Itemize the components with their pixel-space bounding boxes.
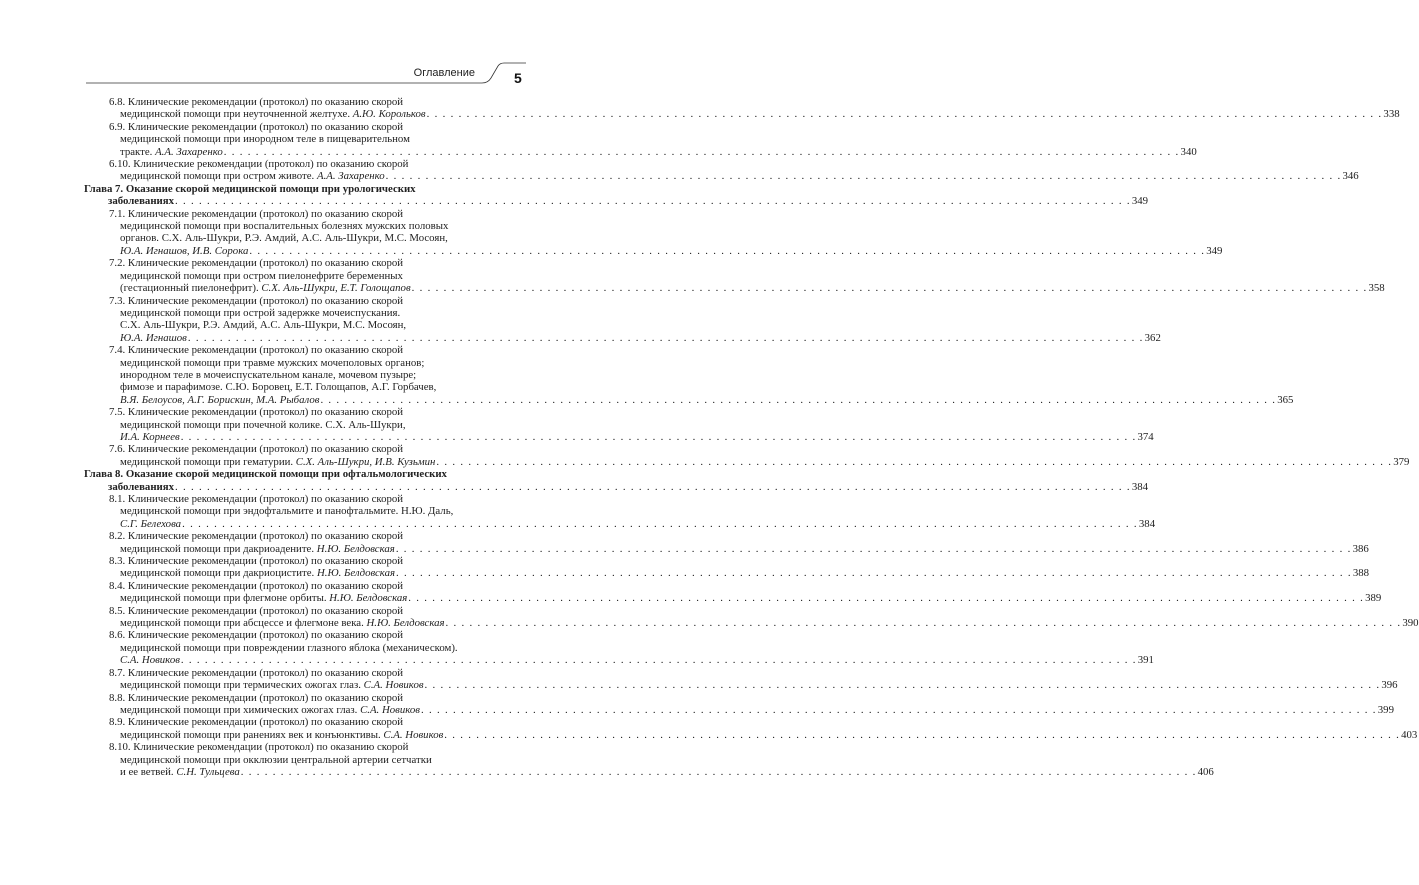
entry-last-line (109, 728, 1418, 741)
entry-text (120, 282, 411, 294)
entry-text (120, 617, 445, 629)
entry-author: Н.Ю. Белдовская (316, 542, 395, 555)
entry-last-line (109, 108, 1400, 121)
entry-last-line (109, 654, 1154, 667)
entry-text-line: 7.5. Клинические рекомендации (протокол) по оказанию скорой (109, 406, 404, 419)
entry-text-line: 8.9. Клинические рекомендации (протокол) по оказанию скорой (109, 716, 404, 729)
entry-page-number: 390 (1402, 617, 1419, 630)
entry-last-line (109, 455, 1410, 468)
entry-text-line: медицинской помощи при травме мужских мочеполовых органов; (120, 356, 425, 369)
entry-text (120, 766, 240, 778)
entry-page-number: 389 (1365, 592, 1382, 605)
dot-leader: . . . . . . . . . . . . . . . . . . . . . . . . . . . . . . . . . . . . . . . . . . . . . . . . . . . . . . . . . . . . . . . . . . . . . . . . . . . . . . . . . . . . . . . . . . . . . . . . . . . . . . . . . . . . . . . . . . . . . . . . (424, 679, 1381, 692)
entry-last-line (109, 679, 1398, 692)
entry-text (120, 108, 426, 120)
entry-text-tail: медицинской помощи при термических ожогах глаз. (120, 679, 361, 692)
entry-text-line: медицинской помощи при остром пиелонефрите беременных (120, 269, 403, 282)
dot-leader: . . . . . . . . . . . . . . . . . . . . . . . . . . . . . . . . . . . . . . . . . . . . . . . . . . . . . . . . . . . . . . . . . . . . . . . . . . . . . . . . . . . . . . . . . . . . . . . . . . . . . . . . . . . . . . . . . . . . . . . . (420, 703, 1377, 716)
toc-entry (84, 530, 1369, 555)
toc-entry (84, 741, 1214, 778)
entry-author: Ю.А. Игнашов, И.В. Сорока (120, 244, 249, 257)
entry-text-tail: медицинской помощи при абсцессе и флегмоне века. (120, 617, 364, 630)
entry-text-line: инородном теле в мочеиспускательном канале, мочевом пузыре; (120, 368, 417, 381)
dot-leader: . . . . . . . . . . . . . . . . . . . . . . . . . . . . . . . . . . . . . . . . . . . . . . . . . . . . . . . . . . . . . . . . . . . . . . . . . . . . . . . . . . . . . . . . . . . . . . . . . . . . . . . . . . . . . . . . . . . . . . . . (175, 195, 1131, 208)
entry-text-line: 8.5. Клинические рекомендации (протокол) по оказанию скорой (109, 604, 404, 617)
entry-author: С.Х. Аль-Шукри, И.В. Кузьмин (295, 455, 436, 468)
toc-entry (84, 158, 1359, 183)
entry-text (120, 245, 248, 257)
entry-last-line (84, 195, 1149, 208)
entry-text (120, 518, 181, 530)
dot-leader: . . . . . . . . . . . . . . . . . . . . . . . . . . . . . . . . . . . . . . . . . . . . . . . . . . . . . . . . . . . . . . . . . . . . . . . . . . . . . . . . . . . . . . . . . . . . . . . . . . . . . . . . . . . . . . . . . . . . . . . . (320, 393, 1277, 406)
dot-leader: . . . . . . . . . . . . . . . . . . . . . . . . . . . . . . . . . . . . . . . . . . . . . . . . . . . . . . . . . . . . . . . . . . . . . . . . . . . . . . . . . . . . . . . . . . . . . . . . . . . . . . . . . . . . . . . . . . . . . . . . (180, 430, 1137, 443)
entry-text-line: 8.2. Клинические рекомендации (протокол) по оказанию скорой (109, 530, 404, 543)
entry-text (108, 195, 174, 207)
entry-text-line: органов. С.Х. Аль-Шукри, Р.Э. Амдий, А.С. Аль-Шукри, М.С. Мосоян, (120, 232, 448, 245)
entry-text-line: 8.10. Клинические рекомендации (протокол) по оказанию скорой (109, 741, 409, 754)
entry-text-tail: медицинской помощи при остром животе. (120, 170, 315, 183)
entry-author: Н.Ю. Белдовская (366, 617, 445, 630)
entry-text-line: 6.9. Клинические рекомендации (протокол) по оказанию скорой (109, 120, 404, 133)
entry-text-tail: медицинской помощи при флегмоне орбиты. (120, 592, 327, 605)
entry-last-line (109, 765, 1214, 778)
toc-entry (84, 120, 1197, 158)
entry-author: С.Н. Тульцева (176, 765, 240, 778)
entry-last-line (109, 170, 1359, 183)
entry-last-line (109, 567, 1370, 580)
dot-leader: . . . . . . . . . . . . . . . . . . . . . . . . . . . . . . . . . . . . . . . . . . . . . . . . . . . . . . . . . . . . . . . . . . . . . . . . . . . . . . . . . . . . . . . . . . . . . . . . . . . . . . . . . . . . . . . . . . . . . . . . (385, 170, 1342, 183)
entry-last-line (109, 145, 1197, 158)
entry-text-tail: заболеваниях (108, 480, 175, 493)
entry-text-line: медицинской помощи при эндофтальмите и панофтальмите. Н.Ю. Даль, (120, 505, 454, 518)
toc-chapter (84, 468, 1149, 493)
entry-page-number: 358 (1368, 282, 1385, 295)
dot-leader: . . . . . . . . . . . . . . . . . . . . . . . . . . . . . . . . . . . . . . . . . . . . . . . . . . . . . . . . . . . . . . . . . . . . . . . . . . . . . . . . . . . . . . . . . . . . . . . . . . . . . . . . . . . . . . . . . . . . . . . . (180, 654, 1137, 667)
entry-text-line: Глава 7. Оказание скорой медицинской помощи при урологических (84, 182, 416, 195)
entry-text (120, 729, 443, 741)
entry-text-tail: медицинской помощи при гематурии. (120, 455, 294, 468)
toc-entry (84, 691, 1394, 717)
entry-page-number: 379 (1393, 455, 1410, 468)
entry-page-number: 396 (1381, 679, 1398, 692)
entry-page-number: 374 (1137, 430, 1154, 443)
entry-text-line: 6.8. Клинические рекомендации (протокол) по оказанию скорой (109, 96, 404, 108)
entry-text (120, 704, 420, 716)
entry-author: С.А. Новиков (383, 728, 444, 741)
entry-text-line: С.Х. Аль-Шукри, Р.Э. Амдий, А.С. Аль-Шукри, М.С. Мосоян, (120, 319, 407, 332)
entry-author: А.А. Захаренко (155, 145, 223, 158)
entry-page-number: 399 (1377, 703, 1394, 716)
entry-author: С.А. Новиков (360, 703, 420, 716)
entry-text-tail: медицинской помощи при ранениях век и конъюнктивы. (120, 728, 381, 741)
dot-leader: . . . . . . . . . . . . . . . . . . . . . . . . . . . . . . . . . . . . . . . . . . . . . . . . . . . . . . . . . . . . . . . . . . . . . . . . . . . . . . . . . . . . . . . . . . . . . . . . . . . . . . . . . . . . . . . . . . . . . . . . (396, 567, 1352, 580)
entry-author: С.А. Новиков (363, 679, 424, 692)
entry-text (120, 567, 395, 579)
entry-author: В.Я. Белоусов, А.Г. Борискин, М.А. Рыбалов (120, 393, 320, 406)
entry-page-number: 388 (1352, 567, 1370, 580)
entry-text-line: 8.4. Клинические рекомендации (протокол) по оказанию скорой (109, 579, 404, 592)
toc-entry (84, 716, 1418, 741)
entry-author: И.А. Корнеев (120, 430, 180, 443)
entry-text (120, 654, 180, 666)
entry-last-line (109, 617, 1419, 630)
entry-text (108, 481, 174, 493)
entry-page-number: 403 (1401, 728, 1418, 741)
entry-text-line: медицинской помощи при инородном теле в пищеварительном (120, 133, 410, 146)
entry-text-line: Глава 8. Оказание скорой медицинской помощи при офтальмологических (84, 468, 447, 481)
toc-entry (84, 96, 1400, 121)
entry-author: Ю.А. Игнашов (120, 331, 187, 344)
entry-text-line: 8.1. Клинические рекомендации (протокол) по оказанию скорой (109, 493, 404, 505)
entry-last-line (109, 592, 1382, 605)
toc-entry (84, 579, 1382, 605)
entry-text (120, 543, 395, 555)
entry-last-line (109, 331, 1161, 344)
dot-leader: . . . . . . . . . . . . . . . . . . . . . . . . . . . . . . . . . . . . . . . . . . . . . . . . . . . . . . . . . . . . . . . . . . . . . . . . . . . . . . . . . . . . . . . . . . . . . . . . . . . . . . . . . . . . . . . . . . . . . . . . (436, 455, 1393, 468)
dot-leader: . . . . . . . . . . . . . . . . . . . . . . . . . . . . . . . . . . . . . . . . . . . . . . . . . . . . . . . . . . . . . . . . . . . . . . . . . . . . . . . . . . . . . . . . . . . . . . . . . . . . . . . . . . . . . . . . . . . . . . . . (182, 517, 1138, 530)
entry-text-tail: медицинской помощи при химических ожогах глаз. (120, 703, 358, 716)
entry-text-tail: медицинской помощи при дакриоцистите. (120, 567, 315, 580)
entry-last-line (109, 393, 1294, 406)
entry-text-line: 6.10. Клинические рекомендации (протокол) по оказанию скорой (109, 158, 409, 171)
dot-leader: . . . . . . . . . . . . . . . . . . . . . . . . . . . . . . . . . . . . . . . . . . . . . . . . . . . . . . . . . . . . . . . . . . . . . . . . . . . . . . . . . . . . . . . . . . . . . . . . . . . . . . . . . . . . . . . . . . . . . . . . (249, 244, 1206, 257)
entry-page-number: 338 (1383, 108, 1400, 121)
entry-text-line: 8.3. Клинические рекомендации (протокол) по оказанию скорой (109, 555, 404, 568)
entry-text (120, 431, 180, 443)
entry-last-line (109, 703, 1394, 716)
entry-text-tail: тракте. (120, 145, 153, 158)
entry-text (120, 146, 223, 158)
entry-author: Н.Ю. Белдовская (329, 592, 408, 605)
entry-text-line: 7.4. Клинические рекомендации (протокол) по оказанию скорой (109, 344, 404, 357)
entry-text-line: 7.1. Клинические рекомендации (протокол) по оказанию скорой (109, 207, 404, 220)
entry-page-number: 349 (1131, 195, 1149, 208)
dot-leader: . . . . . . . . . . . . . . . . . . . . . . . . . . . . . . . . . . . . . . . . . . . . . . . . . . . . . . . . . . . . . . . . . . . . . . . . . . . . . . . . . . . . . . . . . . . . . . . . . . . . . . . . . . . . . . . . . . . . . . . . (395, 542, 1352, 555)
toc-chapter (84, 182, 1149, 208)
entry-text-line: 7.2. Клинические рекомендации (протокол) по оказанию скорой (109, 257, 404, 270)
toc-entry (84, 629, 1154, 667)
dot-leader: . . . . . . . . . . . . . . . . . . . . . . . . . . . . . . . . . . . . . . . . . . . . . . . . . . . . . . . . . . . . . . . . . . . . . . . . . . . . . . . . . . . . . . . . . . . . . . . . . . . . . . . . . . . . . . . . . . . . . . . . (408, 592, 1365, 605)
toc-entry (84, 493, 1156, 530)
entry-author: Н.Ю. Белдовская (316, 567, 396, 580)
entry-text (120, 332, 187, 344)
entry-last-line (109, 517, 1156, 530)
entry-text-line: медицинской помощи при воспалительных болезнях мужских половых (120, 220, 449, 233)
toc-entry (84, 443, 1410, 468)
entry-author: А.Ю. Корольков (352, 108, 426, 121)
entry-page-number: 362 (1144, 331, 1161, 344)
entry-page-number: 384 (1131, 480, 1149, 493)
entry-text-tail: заболеваниях (108, 195, 175, 208)
entry-last-line (109, 244, 1223, 257)
entry-page-number: 386 (1352, 542, 1369, 555)
toc-entry (84, 406, 1154, 443)
entry-page-number: 391 (1137, 654, 1154, 667)
entry-text-line: 8.8. Клинические рекомендации (протокол) по оказанию скорой (109, 691, 404, 704)
entry-text-tail: (гестационный пиелонефрит). (120, 282, 259, 295)
toc-entry (84, 666, 1398, 692)
toc-entry (84, 555, 1370, 580)
entry-text-tail: медицинской помощи при неуточненной желтухе. (120, 108, 351, 121)
entry-text-tail: и ее ветвей. (120, 765, 174, 778)
entry-text-line: 7.3. Клинические рекомендации (протокол) по оказанию скорой (109, 294, 404, 307)
entry-text (120, 456, 435, 468)
entry-page-number: 346 (1342, 170, 1359, 183)
dot-leader: . . . . . . . . . . . . . . . . . . . . . . . . . . . . . . . . . . . . . . . . . . . . . . . . . . . . . . . . . . . . . . . . . . . . . . . . . . . . . . . . . . . . . . . . . . . . . . . . . . . . . . . . . . . . . . . . . . . . . . . . (445, 617, 1402, 630)
table-of-contents (84, 96, 1419, 778)
entry-text-line: медицинской помощи при окклюзии центральной артерии сетчатки (120, 753, 432, 766)
toc-entry (84, 294, 1161, 345)
entry-page-number: 340 (1180, 145, 1197, 158)
toc-entry (84, 207, 1223, 258)
entry-author: А.А. Захаренко (316, 170, 385, 183)
entry-text-line: 8.6. Клинические рекомендации (протокол) по оказанию скорой (109, 629, 404, 642)
entry-text-line: медицинской помощи при острой задержке мочеиспускания. (120, 306, 401, 319)
entry-text (120, 170, 385, 182)
entry-author: С.Г. Белехова (120, 517, 182, 530)
dot-leader: . . . . . . . . . . . . . . . . . . . . . . . . . . . . . . . . . . . . . . . . . . . . . . . . . . . . . . . . . . . . . . . . . . . . . . . . . . . . . . . . . . . . . . . . . . . . . . . . . . . . . . . . . . . . . . . . . . . . . . . . (175, 480, 1131, 493)
toc-entry (84, 344, 1294, 406)
entry-author: С.Х. Аль-Шукри, Е.Т. Голощапов (261, 282, 411, 295)
dot-leader: . . . . . . . . . . . . . . . . . . . . . . . . . . . . . . . . . . . . . . . . . . . . . . . . . . . . . . . . . . . . . . . . . . . . . . . . . . . . . . . . . . . . . . . . . . . . . . . . . . . . . . . . . . . . . . . . . . . . . . . . (187, 331, 1144, 344)
entry-last-line (109, 430, 1154, 443)
entry-text-line: фимозе и парафимозе. С.Ю. Боровец, Е.Т. Голощапов, А.Г. Горбачев, (120, 381, 437, 394)
entry-text (120, 592, 407, 604)
entry-last-line (109, 282, 1385, 295)
running-head: Оглавление (413, 67, 475, 79)
dot-leader: . . . . . . . . . . . . . . . . . . . . . . . . . . . . . . . . . . . . . . . . . . . . . . . . . . . . . . . . . . . . . . . . . . . . . . . . . . . . . . . . . . . . . . . . . . . . . . . . . . . . . . . . . . . . . . . . . . . . . . . . (240, 765, 1197, 778)
toc-entry (84, 604, 1419, 630)
page-number: 5 (514, 70, 522, 86)
dot-leader: . . . . . . . . . . . . . . . . . . . . . . . . . . . . . . . . . . . . . . . . . . . . . . . . . . . . . . . . . . . . . . . . . . . . . . . . . . . . . . . . . . . . . . . . . . . . . . . . . . . . . . . . . . . . . . . . . . . . . . . . (411, 282, 1368, 295)
entry-text-line: 8.7. Клинические рекомендации (протокол) по оказанию скорой (109, 666, 404, 679)
entry-page-number: 349 (1206, 244, 1223, 257)
entry-text-tail: медицинской помощи при дакриоадените. (120, 542, 315, 555)
entry-text-line: 7.6. Клинические рекомендации (протокол) по оказанию скорой (109, 443, 404, 456)
entry-text-line: медицинской помощи при почечной колике. С.Х. Аль-Шукри, (120, 418, 406, 431)
dot-leader: . . . . . . . . . . . . . . . . . . . . . . . . . . . . . . . . . . . . . . . . . . . . . . . . . . . . . . . . . . . . . . . . . . . . . . . . . . . . . . . . . . . . . . . . . . . . . . . . . . . . . . . . . . . . . . . . . . . . . . . . (223, 145, 1180, 158)
dot-leader: . . . . . . . . . . . . . . . . . . . . . . . . . . . . . . . . . . . . . . . . . . . . . . . . . . . . . . . . . . . . . . . . . . . . . . . . . . . . . . . . . . . . . . . . . . . . . . . . . . . . . . . . . . . . . . . . . . . . . . . . (444, 728, 1401, 741)
entry-last-line (109, 542, 1369, 555)
entry-last-line (84, 480, 1149, 493)
entry-page-number: 406 (1197, 765, 1214, 778)
toc-entry (84, 257, 1385, 295)
entry-text-line: медицинской помощи при повреждении глазного яблока (механическом). (120, 641, 458, 654)
entry-author: С.А. Новиков (120, 654, 180, 667)
entry-page-number: 365 (1277, 393, 1294, 406)
entry-page-number: 384 (1138, 517, 1156, 530)
entry-text (120, 394, 319, 406)
entry-text (120, 679, 424, 691)
dot-leader: . . . . . . . . . . . . . . . . . . . . . . . . . . . . . . . . . . . . . . . . . . . . . . . . . . . . . . . . . . . . . . . . . . . . . . . . . . . . . . . . . . . . . . . . . . . . . . . . . . . . . . . . . . . . . . . . . . . . . . . . (426, 108, 1383, 121)
